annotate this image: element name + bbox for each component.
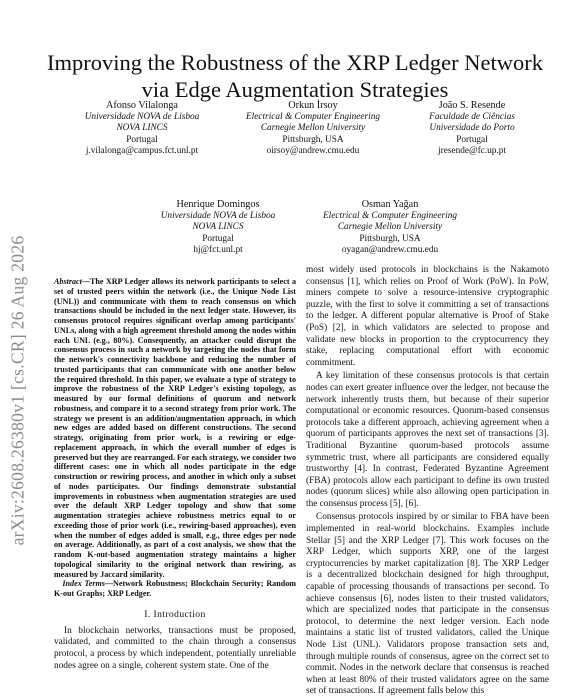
- arxiv-identifier: [0, 180, 36, 600]
- abstract: [54, 277, 296, 579]
- index-terms-text: —Network Robustness; Blockchain Security; Random K-out Graphs; XRP Ledger.: [54, 579, 297, 598]
- index-terms-lead: Index Terms: [62, 579, 105, 589]
- author-affiliation: Universidade do Porto: [429, 123, 515, 134]
- author-email: hj@fct.unl.pt: [193, 245, 243, 256]
- author-block: [62, 100, 222, 158]
- body-paragraph: Consensus protocols inspired by or similar to FBA have been implemented in real-world blockchains. Examples include Stellar [5] and the XRP Ledger [7]. This work focuses on the XRP Ledger, which supports XRP, one of the largest cryptocurrencies by market capitalization [8]. The XRP Ledger is a decentralized blockchain designed for high throughput, capable of processing thousands of transactions per second. To achieve consensus [6], nodes listen to their trusted validators, which are specialized nodes that participate in the consensus protocol, to determine the next ledger version. Each node maintains a static list of trusted validators, called the Unique Node List (UNL). Validators propose transaction sets and, through multiple rounds of consensus, agree on the correct set to commit. Nodes in the network declare that consensus is reached when at least 80% of their trusted validators agree on the same set of transactions. If agreement falls below this: [306, 512, 549, 697]
- author-affiliation: Universidade NOVA de Lisboa: [84, 111, 200, 122]
- author-affiliation: Carnegie Mellon University: [337, 222, 443, 233]
- index-terms: [54, 579, 296, 599]
- author-affiliation: NOVA LINCS: [116, 123, 168, 134]
- author-affiliation: Universidade NOVA de Lisboa: [160, 210, 276, 221]
- author-name: Afonso Vilalonga: [106, 100, 178, 111]
- author-block: [300, 199, 480, 257]
- author-name: Osman Yağan: [361, 199, 419, 210]
- section-heading: I. Introduction: [144, 608, 206, 620]
- arxiv-identifier-text: arXiv:2608.26380v1 [cs.CR] 26 Aug 2026: [7, 235, 28, 545]
- author-block: [402, 100, 542, 158]
- author-affiliation: Electrical & Computer Engineering: [245, 111, 380, 122]
- author-affiliation: NOVA LINCS: [192, 222, 244, 233]
- author-affiliation: Carnegie Mellon University: [260, 123, 366, 134]
- body-paragraph: A key limitation of these consensus protocols is that certain nodes can exert greater influence over the ledger, not because the network inherently trusts them, but because of their superior computational or economic resources. Quorum-based consensus protocols take a different approach, achieving agreement when a quorum of participants approves the next set of transactions [3]. Traditional Byzantine quorum-based protocols assume symmetric trust, where all participants are considered equally trustworthy [4]. In contrast, Federated Byzantine Agreement (FBA) protocols allow each participant to define its own trusted nodes (quorum slices) while also allowing open participation in the consensus process [5], [6].: [306, 371, 549, 509]
- left-column: [54, 277, 296, 672]
- body-paragraph: most widely used protocols in blockchains is the Nakamoto consensus [1], which relies on Proof of Work (PoW). In PoW, miners compete to solve a resource-intensive cryptographic puzzle, with the first to solve it committing a set of transactions to the ledger. A different popular alternative is Proof of Stake (PoS) [2], in which validators are selected to propose and validate new blocks in proportion to the cryptocurrency they stake, replacing computational effort with economic commitment.: [306, 265, 549, 368]
- author-location: Pittsburgh, USA: [282, 134, 344, 145]
- author-email: j.vilalonga@campus.fct.unl.pt: [85, 146, 199, 157]
- author-email: jresende@fc.up.pt: [438, 146, 506, 157]
- author-location: Portugal: [202, 233, 234, 244]
- abstract-lead: Abstract: [54, 277, 82, 286]
- author-name: Henrique Domingos: [176, 199, 260, 210]
- author-name: João S. Resende: [438, 100, 506, 111]
- abstract-text: —The XRP Ledger allows its network participants to select a set of trusted peers within the network (i.e., the Unique Node List (UNL)) and communicate with them to reach consensus on which transactions should be included in the next ledger state. However, its consensus protocol requires significant overlap among participants' UNLs, along with a high agreement threshold among the nodes within each UNL (e.g., 80%). Consequently, an attacker could disrupt the consensus process in such a network by targeting the nodes that form the network's connectivity backbone and reducing the number of trusted participants that can communicate with one another below the required threshold. In this paper, we evaluate a type of strategy to improve the robustness of the XRP Ledger's existing topology, as measured by our formal definitions of quorum and network robustness, and compare it to a second strategy from prior work. The strategy we present is an addition/augmentation approach, in which new edges are added based on different constructions. The second strategy, originating from prior work, is a rewiring or edge-replacement approach, in which the overall number of edges is preserved but they are rearranged. For each strategy, we consider two different cases: one in which all nodes participate in the edge construction or rewiring process, and another in which only a subset of nodes participates. Our findings demonstrate substantial improvements in robustness when augmentation strategies are used over the default XRP Ledger topology and show that some augmentation strategies achieve robustness metrics equal to or exceeding those of prior work (i.e., rewiring-based approaches), even when the number of edges added is small, e.g., three edges per node on average. Additionally, as part of a cost analysis, we show that the random K-out-based augmentation strategy maintains a higher topological similarity to the original network than rewiring, as measured by Jaccard similarity.: [54, 277, 296, 579]
- author-affiliation: Faculdade de Ciências: [429, 111, 515, 122]
- author-block: [138, 199, 298, 257]
- paper-title: Improving the Robustness of the XRP Ledger Network via Edge Augmentation Strategies: [47, 50, 543, 103]
- author-location: Pittsburgh, USA: [359, 233, 421, 244]
- author-email: oirsoy@andrew.cmu.edu: [266, 146, 360, 157]
- intro-paragraph: In blockchain networks, transactions must be proposed, validated, and committed to the chain through a consensus protocol, a process by which independent, potentially unreliable nodes agree on a single, coherent system state. One of the: [54, 625, 296, 671]
- author-affiliation: Electrical & Computer Engineering: [322, 210, 457, 221]
- author-email: oyagan@andrew.cmu.edu: [341, 245, 439, 256]
- author-location: Portugal: [126, 134, 158, 145]
- author-location: Portugal: [456, 134, 488, 145]
- right-column: [306, 265, 549, 700]
- author-block: [228, 100, 398, 158]
- author-name: Orkun İrsoy: [288, 100, 338, 111]
